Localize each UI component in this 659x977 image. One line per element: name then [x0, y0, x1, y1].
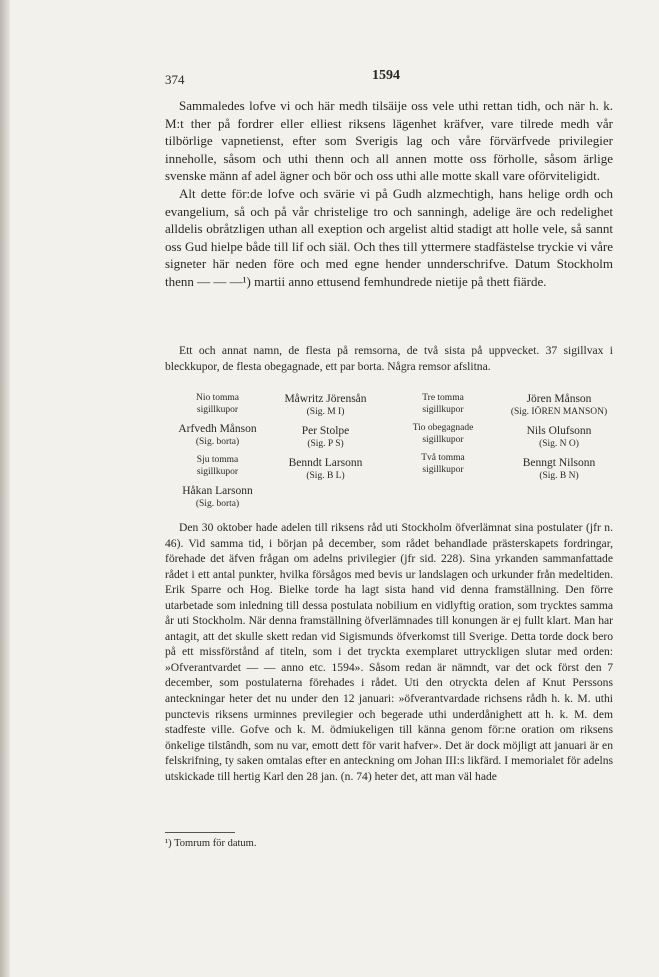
commentary-text [165, 520, 613, 784]
page-number: 374 [165, 72, 185, 87]
signatory-name: Per Stolpe [301, 425, 350, 437]
oath-paragraph-2: Alt dette för:de lofve och svärie vi på Gudh alzmechtigh, hans helige ordh och evangelium, så och på vår christelige tro och sanningh, adelige äre och redelighet alldelis obråtzligen uthan all exeption och argelist altid stadigt att holle vele, så sannt oss Gud hielpe både till lif och siäl. Och thes till yttermere stadfästelse tryckie vi våre signeter här neden före och med egne hender unnderschrifve. Datum Stockholm thenn — — —¹) martii anno ettusend femhundrede nietije på thett fiärde. [165, 185, 613, 289]
oath-paragraph-1: Sammaledes lofve vi och här medh tilsäije oss vele uthi rettan tidh, och när h. k. M:t ther på fordrer eller elliest riksens lägenhet kräfver, vare tilrede medh vår tilbörlige vapnetienst, efter som Sverigis lag och våre förvärfvede privilegier inneholle, såsom och uthi thenn och all annen motte oss förholle, såsom ärlige svenske männ af adel ägner och bör och oss uthi alle motte skall vare oförviteligidt. [165, 98, 613, 184]
seal-description [165, 343, 613, 374]
footnote-rule [165, 832, 235, 833]
signatory-name: Tio obegagnade [412, 423, 474, 433]
seal-note: (Sig. borta) [195, 437, 240, 447]
signature-entry [505, 393, 613, 418]
signatory-name: Håkan Larsonn [182, 485, 253, 497]
seal-note: (Sig. IÖREN MANSON) [510, 407, 608, 417]
signature-column-2 [273, 393, 378, 489]
signature-entry [165, 393, 270, 416]
signature-entry [165, 485, 270, 510]
commentary-paragraph: Den 30 oktober hade adelen till riksens råd uti Stockholm öfverlämnat sina postulater (jfr n. 46). Vid samma tid, i början på december, som rådet behandlade prästerskapets fordringar, förehade det äfven frågan om adelns privilegier (jfr sid. 228). Sina yrkanden sammanfattade rådet i ett antal punkter, hvilka försågos med bevis ur landslagen och urkunder från medeltiden. Erik Sparre och Hog. Bielke torde ha lagt sista hand vid denna framställning. Den förre utarbetade som inledning till dessa postulata nobilium en vidlyftig oration, som tr​yck​tes samma år uti Stockholm. När denna framställning öfverlämnades till konungen är ej fullt klart. Man har antagit, att det skulle skett redan vid Sigismunds öfverkomst till Sverige. Detta torde dock bero på ett missförstånd af titeln, som i det tryckta exemplaret uttryckligen slutar med orden: »Ofverantvardet — — anno etc. 1594». Såsom redan är nämndt, var det ock först den 7 december, som postulaterna förehades i rådet. Uti den otryckta delen af Knut Perssons anteckningar heter det nu under den 12 januari: »öfverantvardade richsens rådh h. k. M. uthi punctevis riksens urminnes previlegier och begerade uthi underdånighett att h. k. M. dem stadfeste ville. Gofve och k. M. ödmiukeligen till känna genom för:ne oration om riksens önkelige tilstândh, som nu var, emott dett för varit hafver». Det är dock möjligt att januari är en felskrifning, ty saken omtalas efter en anteckning om Johan III:s likfärd. I memorialet för adelns utskickade till hertig Karl den 28 jan. (n. 74) heter det, att man väl hade [165, 521, 613, 783]
seal-note: sigillkupor [422, 405, 464, 415]
signatory-name: Benndt Larsonn [288, 457, 363, 469]
signature-column-4 [505, 393, 613, 489]
signatory-name: Tre tomma [422, 393, 464, 403]
seal-note: (Sig. P S) [307, 439, 344, 449]
signature-entry [273, 393, 378, 418]
signatory-name: Benngt Nilsonn [522, 457, 596, 469]
signature-entry [505, 425, 613, 450]
oath-text [165, 97, 613, 291]
signatory-name: Måwritz Jörensån [284, 393, 367, 405]
seal-note: (Sig. M I) [306, 407, 345, 417]
signature-entry [273, 425, 378, 450]
seal-note: (Sig. B L) [306, 471, 345, 481]
signature-entry [505, 457, 613, 482]
signature-entry [165, 455, 270, 478]
signature-column-3 [393, 393, 493, 483]
seal-description-text: Ett och annat namn, de flesta på remsorna, de två sista på uppvecket. 37 sigillvax i bleckkupor, de flesta obegagnade, ett par borta. Några remsor afslitna. [165, 344, 613, 373]
seal-note: (Sig. borta) [195, 499, 240, 509]
signature-entry [393, 393, 493, 416]
seal-note: (Sig. B N) [539, 471, 579, 481]
seal-note: (Sig. N O) [539, 439, 579, 449]
seal-note: sigillkupor [422, 465, 464, 475]
page-spine-shadow [0, 0, 10, 977]
signatory-name: Sju tomma [196, 455, 239, 465]
page-header [165, 68, 615, 88]
signatory-name: Arfvedh Månson [178, 423, 257, 435]
signature-entry [273, 457, 378, 482]
signature-entry [393, 423, 493, 446]
signature-entry [393, 453, 493, 476]
signatory-name: Nio tomma [195, 393, 239, 403]
running-year: 1594 [372, 68, 400, 83]
signatory-name: Två tomma [421, 453, 465, 463]
seal-note: sigillkupor [196, 467, 239, 477]
seal-note: sigillkupor [422, 435, 464, 445]
signature-entry [165, 423, 270, 448]
signatory-name: Jören Månson [526, 393, 592, 405]
seal-note: sigillkupor [196, 405, 239, 415]
footnote: ¹) Tomrum för datum. [165, 838, 257, 849]
signature-column-1 [165, 393, 270, 517]
signature-block [165, 393, 613, 518]
signatory-name: Nils Olufsonn [526, 425, 592, 437]
